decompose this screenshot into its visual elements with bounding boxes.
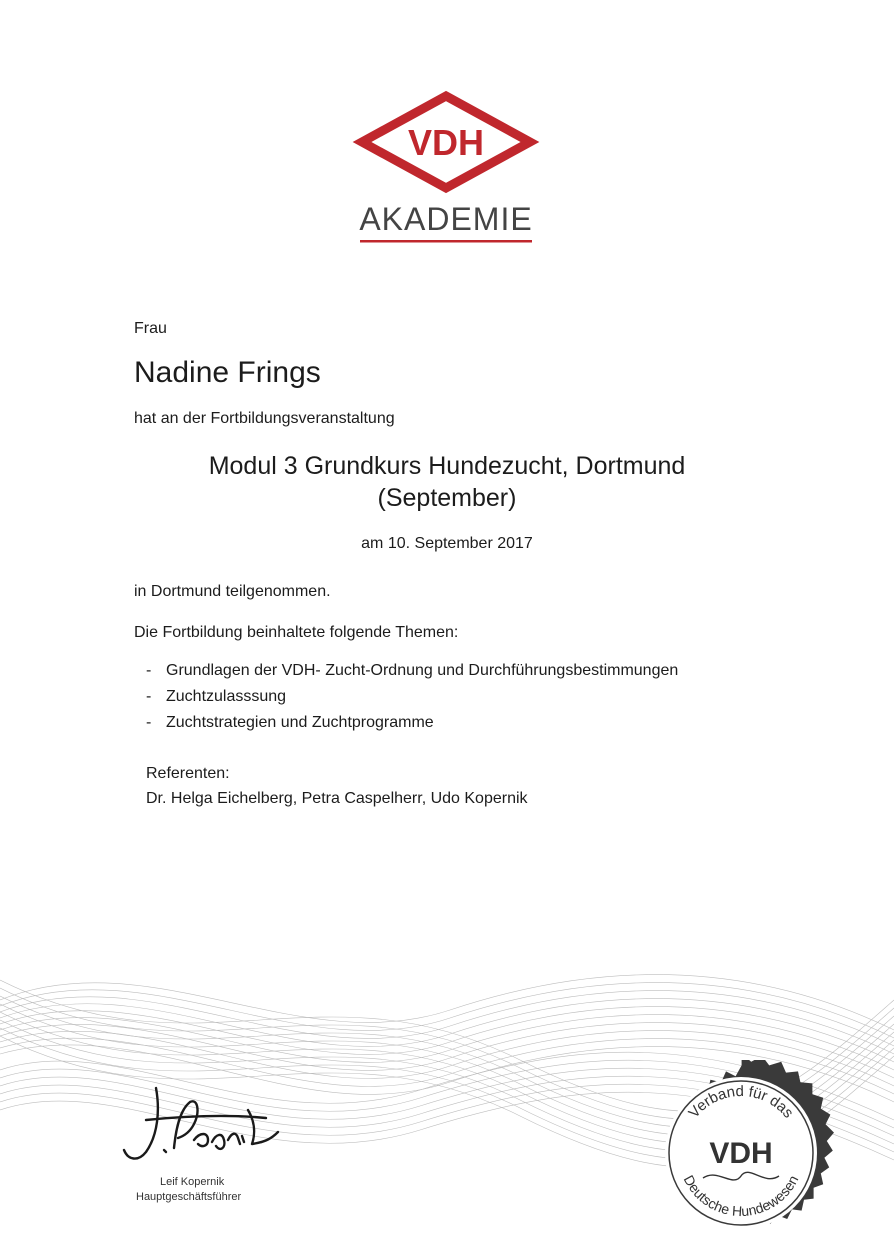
course-date: am 10. September 2017 <box>361 535 533 552</box>
speakers-names: Dr. Helga Eichelberg, Petra Caspelherr, Udo Kopernik <box>146 790 528 807</box>
seal-center-text: VDH <box>709 1137 773 1170</box>
signer-title: Hauptgeschäftsführer <box>136 1191 242 1203</box>
vdh-seal <box>648 1060 834 1246</box>
logo-brand: VDH <box>407 122 485 163</box>
course-title-line2: (September) <box>377 484 517 512</box>
list-item: - Zuchtzulasssung <box>146 688 287 705</box>
topics-list <box>146 658 678 736</box>
logo-underline <box>360 240 532 243</box>
intro-text: hat an der Fortbildungsveranstaltung <box>134 410 395 427</box>
course-title-line1: Modul 3 Grundkurs Hundezucht, Dortmund <box>208 452 686 480</box>
topic-text: Grundlagen der VDH- Zucht-Ordnung und Durchführungsbestimmungen <box>166 662 679 679</box>
salutation: Frau <box>134 320 167 337</box>
logo-subtitle: AKADEMIE <box>359 201 533 237</box>
speakers-label: Referenten: <box>146 765 230 782</box>
topic-text: Zuchtzulasssung <box>166 688 287 705</box>
list-item: - Grundlagen der VDH- Zucht-Ordnung und Durchführungsbestimmungen <box>146 662 679 679</box>
vdh-akademie-logo <box>358 92 534 252</box>
course-title <box>0 450 894 514</box>
participation-place: in Dortmund teilgenommen. <box>134 583 331 600</box>
signer-name: Leif Kopernik <box>160 1176 225 1188</box>
themes-intro: Die Fortbildung beinhaltete folgende Themen: <box>134 624 459 641</box>
list-item: - Zuchtstrategien und Zuchtprogramme <box>146 714 434 731</box>
seal-top-text: Verband für das <box>685 1082 797 1122</box>
seal-bottom-text: Deutsche Hundewesen <box>680 1172 802 1220</box>
participant-name: Nadine Frings <box>134 356 321 389</box>
topic-text: Zuchtstrategien und Zuchtprogramme <box>166 714 434 731</box>
handwritten-signature <box>116 1080 286 1170</box>
